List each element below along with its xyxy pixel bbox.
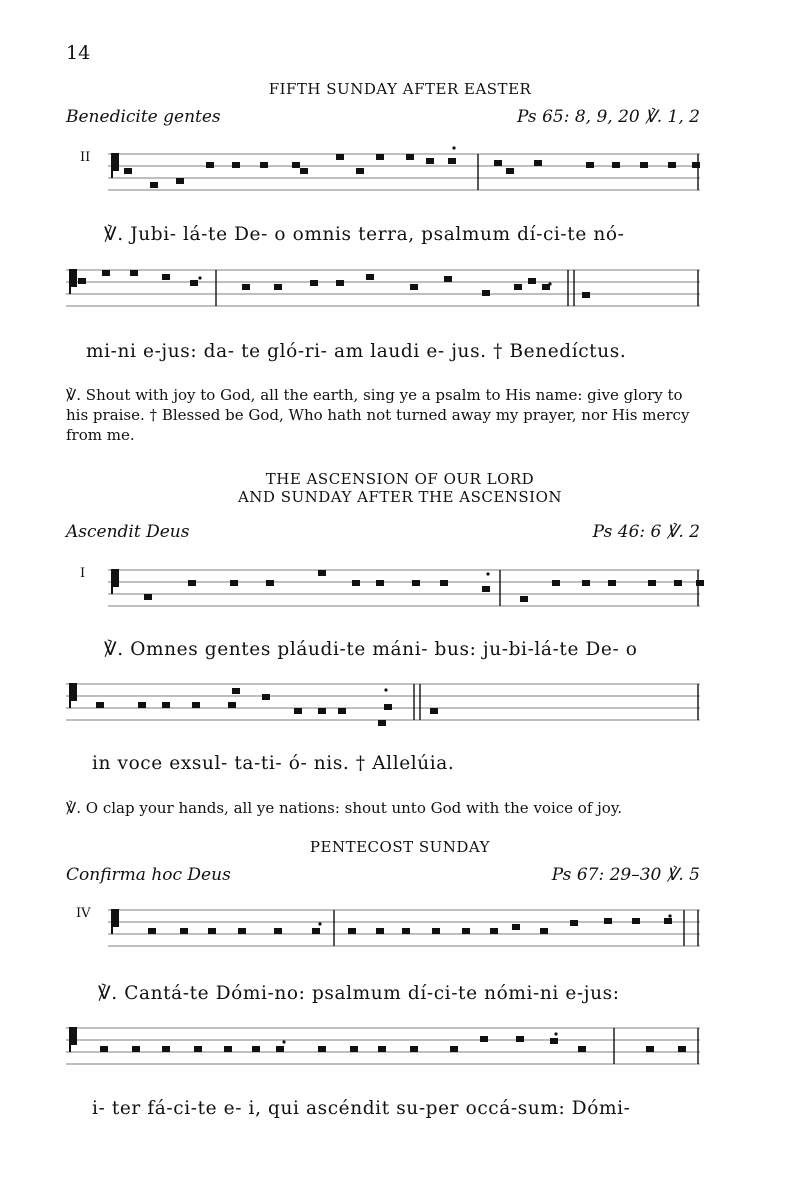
neume bbox=[430, 708, 438, 714]
mode-number: II bbox=[80, 150, 91, 165]
neume bbox=[338, 708, 346, 714]
neume bbox=[260, 162, 268, 168]
neume bbox=[336, 154, 344, 160]
neume bbox=[274, 284, 282, 290]
neume bbox=[132, 1046, 140, 1052]
neume bbox=[440, 580, 448, 586]
chant-staff bbox=[108, 150, 700, 200]
neume bbox=[674, 580, 682, 586]
neume bbox=[668, 162, 676, 168]
mora-dot bbox=[668, 914, 671, 917]
neume bbox=[242, 284, 250, 290]
lyrics-line: in voce exsul- ta-ti- ó- nis. † Allelúia. bbox=[92, 753, 455, 774]
neume bbox=[528, 278, 536, 284]
neume bbox=[582, 292, 590, 298]
chant-staff bbox=[66, 680, 700, 730]
neume bbox=[232, 162, 240, 168]
neume bbox=[206, 162, 214, 168]
psalm-reference: Ps 46: 6 ℣. 2 bbox=[592, 522, 700, 542]
neume bbox=[144, 594, 152, 600]
neume bbox=[534, 160, 542, 166]
neume bbox=[552, 580, 560, 586]
neume bbox=[640, 162, 648, 168]
neume bbox=[310, 280, 318, 286]
clef-mark bbox=[112, 910, 118, 934]
neume bbox=[78, 278, 86, 284]
neume bbox=[490, 928, 498, 934]
neume bbox=[376, 580, 384, 586]
neume bbox=[608, 580, 616, 586]
mora-dot bbox=[282, 1040, 285, 1043]
neume bbox=[540, 928, 548, 934]
mora-dot bbox=[198, 276, 201, 279]
neume bbox=[318, 708, 326, 714]
neume bbox=[318, 570, 326, 576]
neume bbox=[520, 596, 528, 602]
clef-mark bbox=[70, 684, 76, 708]
neume bbox=[514, 284, 522, 290]
neume bbox=[696, 580, 704, 586]
neume bbox=[162, 1046, 170, 1052]
neume bbox=[356, 168, 364, 174]
neume bbox=[462, 928, 470, 934]
neume bbox=[406, 154, 414, 160]
chant-title: Confirma hoc Deus bbox=[66, 865, 231, 885]
neume bbox=[312, 928, 320, 934]
neume bbox=[582, 580, 590, 586]
clef-mark bbox=[70, 1028, 76, 1052]
neume bbox=[180, 928, 188, 934]
neume bbox=[646, 1046, 654, 1052]
neume bbox=[294, 708, 302, 714]
neume bbox=[230, 580, 238, 586]
neume bbox=[228, 702, 236, 708]
neume bbox=[578, 1046, 586, 1052]
neume bbox=[188, 580, 196, 586]
mode-number: IV bbox=[76, 906, 91, 921]
neume bbox=[426, 158, 434, 164]
psalm-reference: Ps 65: 8, 9, 20 ℣. 1, 2 bbox=[516, 107, 700, 127]
chant-staff bbox=[108, 906, 700, 956]
chant-staff bbox=[108, 566, 700, 616]
neume bbox=[192, 702, 200, 708]
chant-staff bbox=[66, 1024, 700, 1074]
neume bbox=[276, 1046, 284, 1052]
neume bbox=[274, 928, 282, 934]
clef-mark bbox=[112, 570, 118, 594]
lyrics-line: ℣. Cantá-te Dómi-no: psalmum dí-ci-te nómi-ni e-jus: bbox=[98, 983, 620, 1004]
mora-dot bbox=[486, 572, 489, 575]
mora-dot bbox=[548, 282, 551, 285]
neume bbox=[318, 1046, 326, 1052]
neume bbox=[586, 162, 594, 168]
neume bbox=[336, 280, 344, 286]
neume bbox=[410, 284, 418, 290]
neume bbox=[664, 918, 672, 924]
chant-title: Ascendit Deus bbox=[66, 522, 190, 542]
heading-line: PENTECOST SUNDAY bbox=[309, 838, 491, 856]
mora-dot bbox=[318, 922, 321, 925]
translation-text: ℣. O clap your hands, all ye nations: shout unto God with the voice of joy. bbox=[66, 799, 623, 817]
neume bbox=[266, 580, 274, 586]
neume bbox=[376, 928, 384, 934]
neume bbox=[378, 720, 386, 726]
mora-dot bbox=[452, 146, 455, 149]
lyrics-line: ℣. Omnes gentes pláudi-te máni- bus: ju-bi-lá-te De- o bbox=[104, 639, 638, 660]
section-heading-pentecost bbox=[0, 838, 800, 856]
clef-mark bbox=[112, 154, 118, 178]
neume bbox=[300, 168, 308, 174]
mora-dot bbox=[554, 1032, 557, 1035]
neume bbox=[190, 280, 198, 286]
neume bbox=[570, 920, 578, 926]
mora-dot bbox=[384, 688, 387, 691]
lyrics-line: mi-ni e-jus: da- te gló-ri- am laudi e- jus. † Benedíctus. bbox=[86, 341, 627, 362]
neume bbox=[100, 1046, 108, 1052]
neume bbox=[512, 924, 520, 930]
neume bbox=[678, 1046, 686, 1052]
neume bbox=[292, 162, 300, 168]
neume bbox=[412, 580, 420, 586]
neume bbox=[148, 928, 156, 934]
neume bbox=[138, 702, 146, 708]
neume bbox=[208, 928, 216, 934]
neume bbox=[366, 274, 374, 280]
section-heading-ascension bbox=[0, 470, 800, 506]
translation-text: ℣. Shout with joy to God, all the earth, sing ye a psalm to His name: give glory to his praise. † Blessed be God, Who hath not turned away my prayer, nor His mercy from me. bbox=[66, 386, 690, 444]
neume bbox=[506, 168, 514, 174]
neume bbox=[692, 162, 700, 168]
neume bbox=[238, 928, 246, 934]
neume bbox=[96, 702, 104, 708]
neume bbox=[648, 580, 656, 586]
neume bbox=[402, 928, 410, 934]
heading-line: AND SUNDAY AFTER THE ASCENSION bbox=[237, 488, 563, 506]
neume bbox=[444, 276, 452, 282]
section-heading-fifth-sunday bbox=[0, 80, 800, 98]
neume bbox=[632, 918, 640, 924]
neume bbox=[350, 1046, 358, 1052]
neume bbox=[252, 1046, 260, 1052]
neume bbox=[604, 918, 612, 924]
neume bbox=[494, 160, 502, 166]
neume bbox=[432, 928, 440, 934]
neume bbox=[162, 702, 170, 708]
neume bbox=[550, 1038, 558, 1044]
neume bbox=[376, 154, 384, 160]
neume bbox=[232, 688, 240, 694]
neume bbox=[482, 586, 490, 592]
page-number: 14 bbox=[66, 42, 91, 64]
neume bbox=[176, 178, 184, 184]
neume bbox=[150, 182, 158, 188]
neume bbox=[102, 270, 110, 276]
heading-line: FIFTH SUNDAY AFTER EASTER bbox=[268, 80, 532, 98]
chant-staff bbox=[66, 266, 700, 316]
neume bbox=[516, 1036, 524, 1042]
psalm-reference: Ps 67: 29–30 ℣. 5 bbox=[551, 865, 700, 885]
clef-mark bbox=[70, 270, 76, 294]
mode-number: I bbox=[80, 566, 86, 581]
neume bbox=[450, 1046, 458, 1052]
neume bbox=[124, 168, 132, 174]
lyrics-line: i- ter fá-ci-te e- i, qui ascéndit su-per occá-sum: Dómi- bbox=[92, 1098, 631, 1119]
neume bbox=[162, 274, 170, 280]
neume bbox=[262, 694, 270, 700]
neume bbox=[448, 158, 456, 164]
neume bbox=[384, 704, 392, 710]
heading-line: THE ASCENSION OF OUR LORD bbox=[265, 470, 535, 488]
neume bbox=[130, 270, 138, 276]
lyrics-line: ℣. Jubi- lá-te De- o omnis terra, psalmum dí-ci-te nó- bbox=[104, 224, 625, 245]
neume bbox=[348, 928, 356, 934]
neume bbox=[410, 1046, 418, 1052]
neume bbox=[224, 1046, 232, 1052]
neume bbox=[482, 290, 490, 296]
neume bbox=[194, 1046, 202, 1052]
neume bbox=[352, 580, 360, 586]
neume bbox=[480, 1036, 488, 1042]
chant-title: Benedicite gentes bbox=[66, 107, 221, 127]
neume bbox=[612, 162, 620, 168]
neume bbox=[378, 1046, 386, 1052]
